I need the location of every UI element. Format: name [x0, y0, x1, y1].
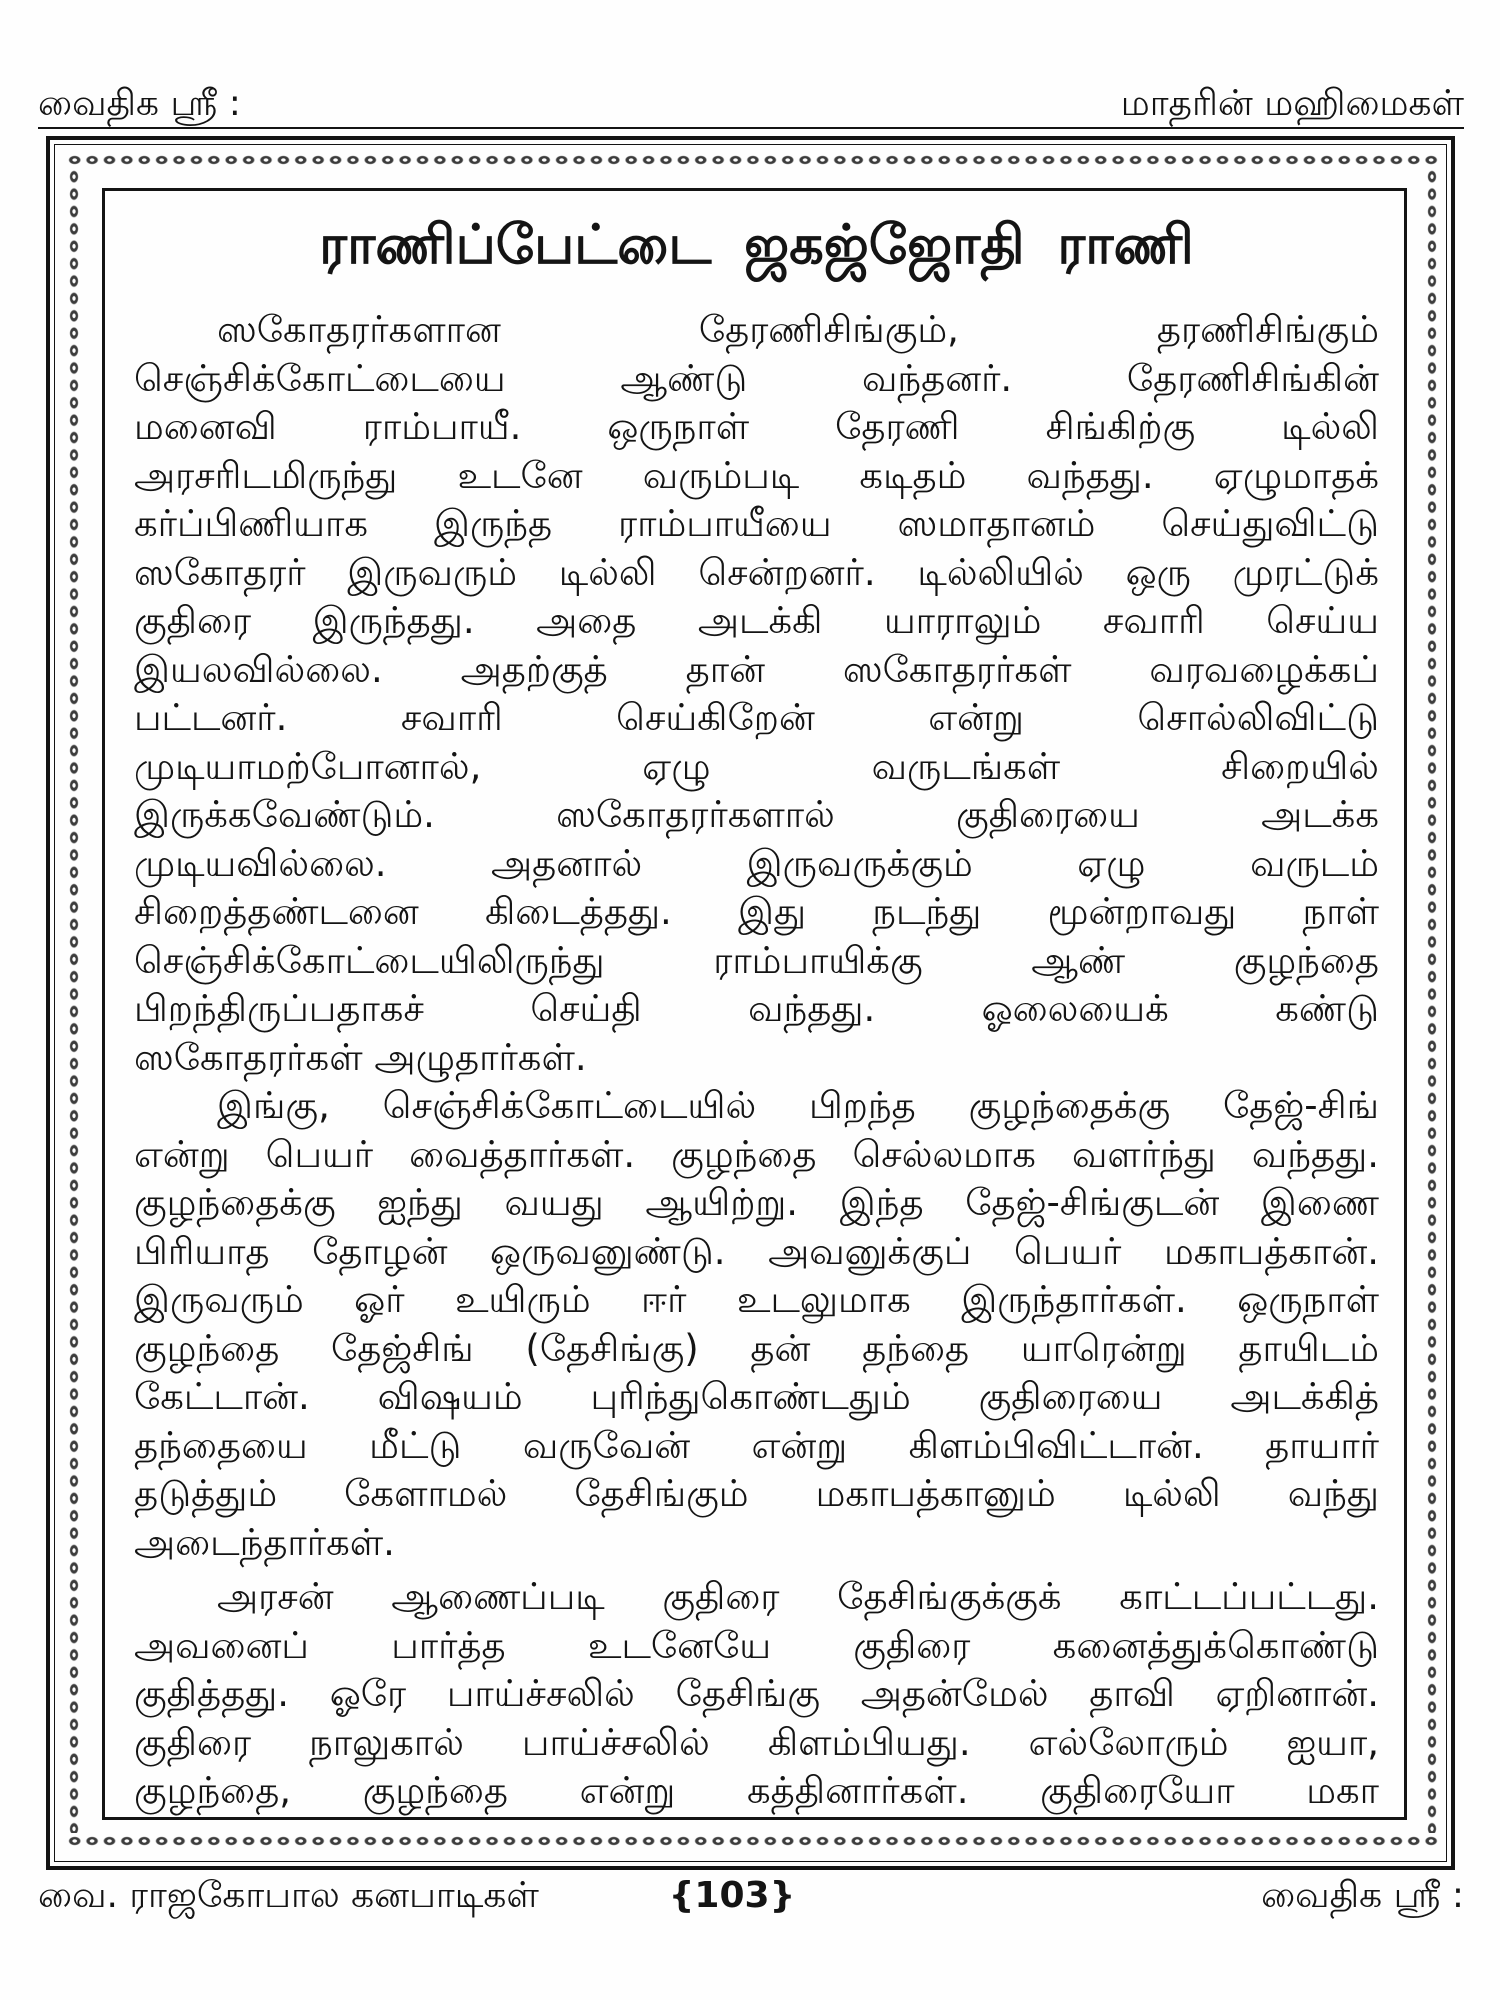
text-line: பிரியாத தோழன் ஒருவனுண்டு. அவனுக்குப் பெயர் மகாபத்கான்.: [134, 1229, 1379, 1273]
text-line: முடியாமற்போனால், ஏழு வருடங்கள் சிறையில்: [134, 744, 1379, 788]
decorative-chain-border-top: [66, 152, 1440, 168]
text-line: பிறந்திருப்பதாகச் செய்தி வந்தது. ஓலையைக் கண்டு: [134, 987, 1379, 1030]
running-header-left: வைதிக ஸ்ரீ :: [38, 83, 241, 124]
decorative-chain-border-right: [1424, 168, 1440, 1833]
text-line: குழந்தைக்கு ஐந்து வயது ஆயிற்று. இந்த தேஜ்-சிங்குடன் இணை: [134, 1181, 1379, 1224]
text-line: செஞ்சிக்கோட்டையிலிருந்து ராம்பாயிக்கு ஆண் குழந்தை: [134, 938, 1379, 982]
text-line: குதிரை இருந்தது. அதை அடக்கி யாராலும் சவாரி செய்ய: [134, 599, 1379, 642]
text-line: ஸகோதரர்களான தேரணிசிங்கும், தரணிசிங்கும்: [217, 308, 1379, 351]
running-footer-author: வை. ராஜகோபால கனபாடிகள்: [38, 1875, 539, 1916]
text-line: மனைவி ராம்பாயீ. ஒருநாள் தேரணி சிங்கிற்கு டில்லி: [134, 405, 1379, 448]
text-line: குதிரை நாலுகால் பாய்ச்சலில் கிளம்பியது. எல்லோரும் ஐயா,: [134, 1720, 1379, 1764]
text-line: குதித்தது. ஓரே பாய்ச்சலில் தேசிங்கு அதன்மேல் தாவி ஏறினான்.: [134, 1672, 1379, 1715]
text-line: குழந்தை தேஜ்சிங் (தேசிங்கு) தன் தந்தை யாரென்று தாயிடம்: [134, 1326, 1379, 1370]
page-number: {103}: [668, 1875, 796, 1916]
paragraph: [134, 1082, 1379, 1567]
text-line: ஸகோதரர்கள் அழுதார்கள்.: [134, 1035, 587, 1079]
article-title: ராணிப்பேட்டை ஜகஜ்ஜோதி ராணி: [319, 213, 1194, 276]
decorative-chain-border-left: [66, 168, 82, 1833]
text-line: என்று பெயர் வைத்தார்கள். குழந்தை செல்லமாக வளர்ந்து வந்தது.: [134, 1132, 1379, 1176]
running-header-right: மாதரின் மஹிமைகள்: [1120, 83, 1464, 124]
running-footer-right: வைதிக ஸ்ரீ :: [1261, 1875, 1464, 1916]
text-line: சிறைத்தண்டனை கிடைத்தது. இது நடந்து மூன்றாவது நாள்: [134, 890, 1379, 933]
text-line: இருக்கவேண்டும். ஸகோதரர்களால் குதிரையை அடக்க: [134, 793, 1379, 836]
text-line: இருவரும் ஓர் உயிரும் ஈர் உடலுமாக இருந்தார்கள். ஒருநாள்: [134, 1278, 1379, 1321]
text-line: குழந்தை, குழந்தை என்று கத்தினார்கள். குதிரையோ மகா: [134, 1769, 1379, 1812]
text-line: அடைந்தார்கள்.: [134, 1520, 395, 1564]
decorative-chain-border-bottom: [66, 1833, 1440, 1849]
header-rule: [38, 127, 1464, 129]
paragraph: [134, 1573, 1379, 1816]
text-line: தந்தையை மீட்டு வருவேன் என்று கிளம்பிவிட்டான். தாயார்: [134, 1423, 1379, 1467]
text-line: முடியவில்லை. அதனால் இருவருக்கும் ஏழு வருடம்: [134, 841, 1379, 885]
text-line: கர்ப்பிணியாக இருந்த ராம்பாயீயை ஸமாதானம் செய்துவிட்டு: [134, 502, 1379, 545]
text-line: தடுத்தும் கேளாமல் தேசிங்கும் மகாபத்கானும் டில்லி வந்து: [134, 1472, 1379, 1515]
article-body: [134, 306, 1379, 1816]
paragraph: [134, 306, 1379, 1082]
text-line: அரசரிடமிருந்து உடனே வரும்படி கடிதம் வந்தது. ஏழுமாதக்: [134, 453, 1379, 497]
text-line: அவனைப் பார்த்த உடனேயே குதிரை கனைத்துக்கொண்டு: [134, 1623, 1379, 1667]
text-line: அரசன் ஆணைப்படி குதிரை தேசிங்குக்குக் காட்டப்பட்டது.: [217, 1575, 1379, 1618]
article-frame: [102, 188, 1407, 1820]
text-line: பட்டனர். சவாரி செய்கிறேன் என்று சொல்லிவிட்டு: [134, 696, 1379, 739]
text-line: இயலவில்லை. அதற்குத் தான் ஸகோதரர்கள் வரவழைக்கப்: [134, 647, 1379, 691]
text-line: கேட்டான். விஷயம் புரிந்துகொண்டதும் குதிரையை அடக்கித்: [134, 1375, 1379, 1418]
text-line: செஞ்சிக்கோட்டையை ஆண்டு வந்தனர். தேரணிசிங்கின்: [134, 356, 1379, 400]
text-line: இங்கு, செஞ்சிக்கோட்டையில் பிறந்த குழந்தைக்கு தேஜ்-சிங்: [217, 1084, 1379, 1127]
text-line: ஸகோதரர் இருவரும் டில்லி சென்றனர். டில்லியில் ஒரு முரட்டுக்: [134, 550, 1379, 594]
